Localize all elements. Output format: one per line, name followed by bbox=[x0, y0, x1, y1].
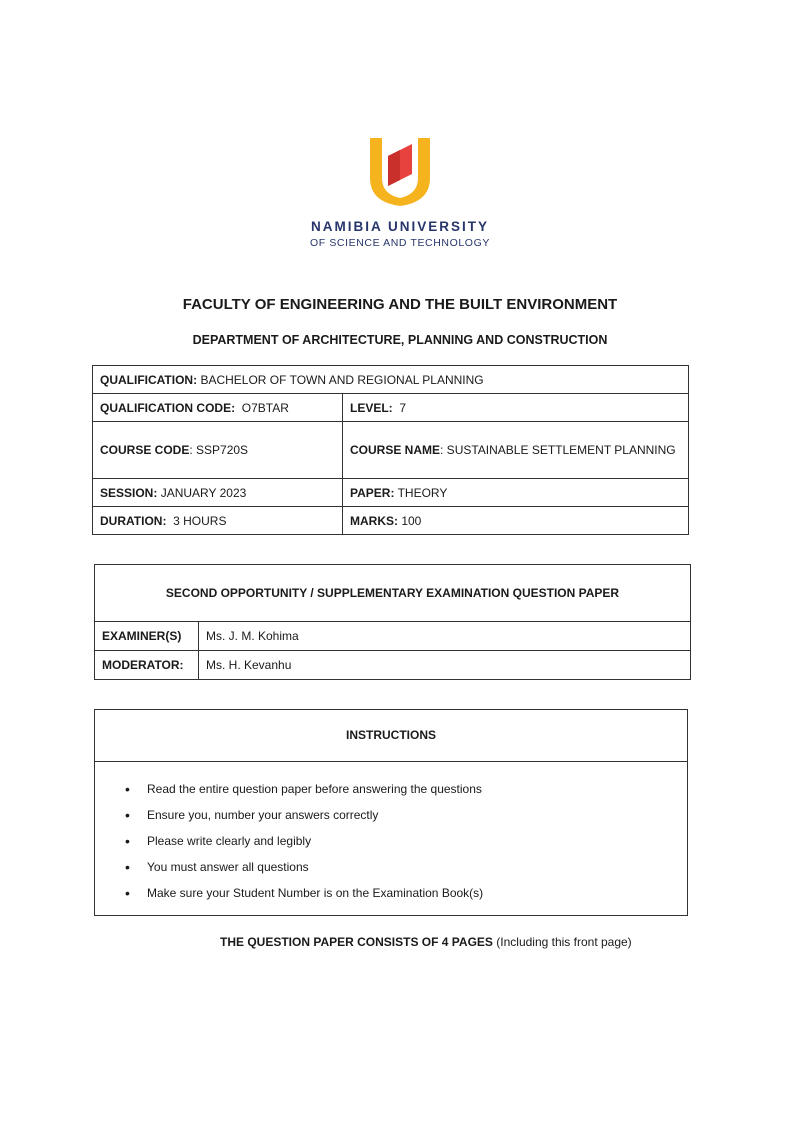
duration-cell: DURATION: 3 HOURS bbox=[93, 507, 343, 535]
university-subname: OF SCIENCE AND TECHNOLOGY bbox=[310, 237, 490, 249]
qualification-code-cell: QUALIFICATION CODE: O7BTAR bbox=[93, 394, 343, 422]
instruction-item: • Make sure your Student Number is on the Examination Book(s) bbox=[125, 880, 687, 906]
paper-cell: PAPER: THEORY bbox=[343, 479, 689, 507]
examiner-label: EXAMINER(S) bbox=[95, 622, 199, 651]
instruction-item: • You must answer all questions bbox=[125, 854, 687, 880]
instructions-title: INSTRUCTIONS bbox=[95, 710, 687, 762]
session-cell: SESSION: JANUARY 2023 bbox=[93, 479, 343, 507]
moderator-label: MODERATOR: bbox=[95, 651, 199, 680]
instruction-item: • Read the entire question paper before answering the questions bbox=[125, 776, 687, 802]
qualification-cell: QUALIFICATION: BACHELOR OF TOWN AND REGIONAL PLANNING bbox=[93, 366, 689, 394]
course-info-table bbox=[92, 365, 689, 535]
instruction-item: • Ensure you, number your answers correctly bbox=[125, 802, 687, 828]
course-name-cell: COURSE NAME: SUSTAINABLE SETTLEMENT PLANNING bbox=[343, 422, 689, 479]
instructions-list bbox=[95, 762, 687, 906]
instruction-item: • Please write clearly and legibly bbox=[125, 828, 687, 854]
level-cell: LEVEL: 7 bbox=[343, 394, 689, 422]
nust-shield-logo-icon bbox=[366, 134, 434, 208]
marks-cell: MARKS: 100 bbox=[343, 507, 689, 535]
moderator-value: Ms. H. Kevanhu bbox=[199, 651, 691, 680]
faculty-title: FACULTY OF ENGINEERING AND THE BUILT ENVIRONMENT bbox=[182, 296, 618, 313]
university-name: NAMIBIA UNIVERSITY bbox=[310, 219, 489, 234]
course-code-cell: COURSE CODE: SSP720S bbox=[93, 422, 343, 479]
instructions-box bbox=[94, 709, 688, 916]
page-count-note: THE QUESTION PAPER CONSISTS OF 4 PAGES (Including this front page) bbox=[220, 935, 632, 949]
exam-info-table bbox=[94, 564, 691, 680]
exam-title: SECOND OPPORTUNITY / SUPPLEMENTARY EXAMINATION QUESTION PAPER bbox=[95, 565, 691, 622]
examiner-value: Ms. J. M. Kohima bbox=[199, 622, 691, 651]
department-title: DEPARTMENT OF ARCHITECTURE, PLANNING AND CONSTRUCTION bbox=[192, 333, 608, 347]
